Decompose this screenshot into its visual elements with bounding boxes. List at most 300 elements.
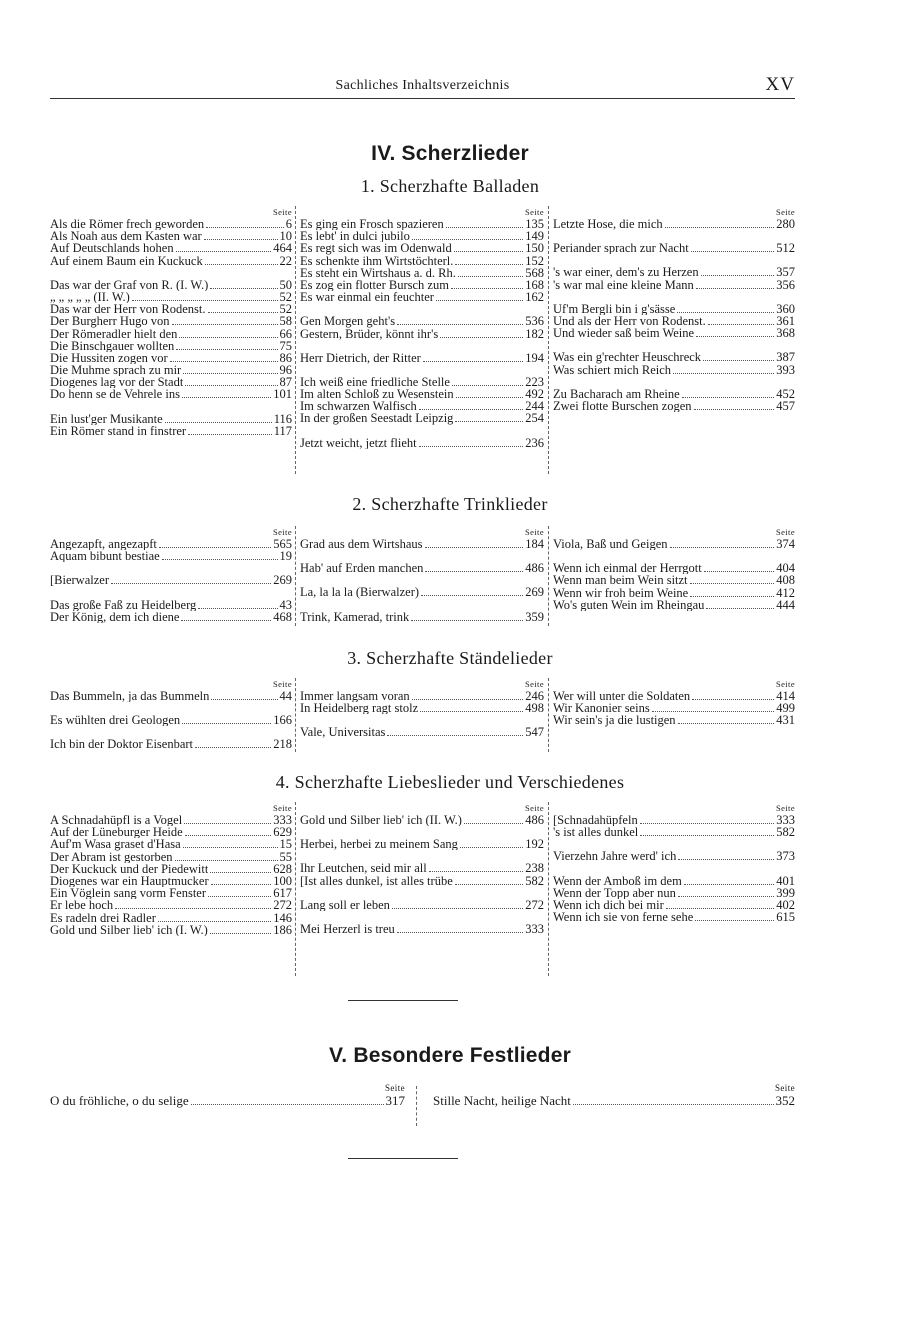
song-title: Wenn der Topp aber nun (553, 886, 676, 899)
leader-dots (181, 620, 271, 621)
leader-dots (665, 227, 775, 228)
song-title: Zu Bacharach am Rheine (553, 387, 680, 400)
page-ref: 536 (525, 314, 544, 329)
leader-dots (425, 571, 523, 572)
page-ref: 582 (776, 825, 795, 840)
seite-label: Seite (776, 679, 795, 689)
song-title: Wenn ich dich bei mir (553, 898, 664, 912)
leader-dots (696, 288, 775, 289)
song-title: 's ist alles dunkel (553, 826, 639, 839)
list-item (50, 413, 292, 425)
leader-dots (170, 361, 278, 362)
list-item (50, 899, 292, 911)
column-divider (548, 526, 549, 626)
list-item (50, 279, 292, 291)
song-title: Herbei, herbei zu meinem Sang (300, 838, 458, 851)
page-ref: 629 (273, 825, 292, 840)
leader-dots (464, 823, 523, 824)
page-ref: 499 (776, 701, 795, 716)
page-ref: 414 (776, 689, 795, 703)
list-item (300, 562, 544, 574)
page-ref: 582 (525, 873, 544, 888)
seite-label: Seite (385, 1083, 405, 1093)
song-title: Wer will unter die Soldaten (553, 690, 691, 703)
leader-dots (436, 300, 523, 301)
list-item (50, 291, 292, 303)
list-item (553, 702, 795, 714)
song-title: Gestern, Brüder, könnt ihr's (300, 327, 439, 340)
leader-dots (420, 711, 523, 712)
leader-dots (460, 847, 523, 848)
page-ref: 628 (273, 861, 292, 876)
song-title: Wenn man beim Wein sitzt (553, 574, 688, 587)
page-ref: 50 (279, 277, 292, 292)
list-item (50, 690, 292, 702)
song-title: Es regt sich was im Odenwald (300, 242, 452, 255)
song-title: 's war einer, dem's zu Herzen (553, 266, 699, 279)
list-item (553, 875, 795, 887)
song-title: Es lebt' in dulci jubilo (300, 230, 410, 243)
part-title-iv: IV. Scherzlieder (371, 142, 529, 165)
section-trinklieder (50, 526, 795, 626)
list-item (553, 899, 795, 911)
column-divider (295, 802, 296, 976)
section-title-staendelieder: 3. Scherzhafte Ständelieder (347, 648, 553, 668)
list-item (553, 315, 795, 327)
page-ref: 66 (279, 326, 292, 341)
leader-dots (411, 620, 523, 621)
page-number: XV (765, 74, 795, 95)
song-title: Es war einmal ein feuchter (300, 291, 434, 304)
page-ref: 431 (776, 713, 795, 728)
song-title: [Bierwalzer (50, 574, 109, 587)
page-ref: 58 (279, 314, 292, 329)
page-ref: 333 (273, 813, 292, 827)
page-ref: 333 (525, 921, 544, 936)
song-title: Vale, Universitas (300, 726, 386, 739)
leader-dots (573, 1104, 774, 1105)
list-item (300, 255, 544, 267)
section-staendelieder (50, 678, 795, 752)
song-title: Der Burgherr Hugo von (50, 315, 170, 328)
index-column (300, 802, 544, 935)
page-ref: 393 (776, 362, 795, 377)
list-item (300, 267, 544, 279)
list-item (300, 875, 544, 887)
leader-dots (111, 583, 271, 584)
list-item (300, 862, 544, 874)
page-ref: 236 (525, 435, 544, 450)
song-title: Es steht ein Wirtshaus a. d. Rh. (300, 266, 456, 279)
song-title: Do henn se de Vehrele ins (50, 388, 180, 401)
list-item (553, 327, 795, 339)
leader-dots (412, 699, 524, 700)
list-item (300, 352, 544, 364)
list-item (300, 923, 544, 935)
page-ref: 152 (525, 253, 544, 268)
index-column (50, 206, 292, 437)
song-title: Diogenes lag vor der Stadt (50, 376, 184, 389)
leader-dots (701, 275, 775, 276)
leader-dots (684, 884, 774, 885)
leader-dots (673, 373, 774, 374)
list-item (300, 291, 544, 303)
leader-dots (690, 583, 775, 584)
song-title: Was schiert mich Reich (553, 363, 672, 376)
index-column (50, 526, 292, 623)
seite-label: Seite (273, 679, 292, 689)
page-ref: 568 (525, 265, 544, 280)
song-title: Jetzt weicht, jetzt flieht (300, 436, 417, 449)
song-title: Das Bummeln, ja das Bummeln (50, 690, 210, 703)
section-title-balladen: 1. Scherzhafte Balladen (360, 176, 540, 196)
leader-dots (421, 595, 523, 596)
leader-dots (451, 288, 523, 289)
list-item (50, 714, 292, 726)
page-ref: 244 (525, 399, 544, 414)
song-title: Lang soll er leben (300, 898, 390, 911)
song-title: Angezapft, angezapft (50, 538, 157, 551)
page-ref: 359 (525, 609, 544, 624)
page-ref: 272 (273, 898, 292, 913)
song-title: Trink, Kamerad, trink (300, 610, 410, 623)
leader-dots (205, 264, 278, 265)
list-item (50, 738, 292, 750)
page-ref: 486 (525, 813, 544, 827)
song-title: Auf der Lüneburger Heide (50, 826, 183, 839)
list-item (553, 587, 795, 599)
list-item (553, 826, 795, 838)
leader-dots (455, 884, 524, 885)
column-divider (295, 206, 296, 474)
song-title: Was ein g'rechter Heuschreck (553, 351, 702, 364)
list-item (553, 218, 795, 230)
page-ref: 444 (776, 597, 795, 612)
list-item (50, 376, 292, 388)
list-item (50, 574, 292, 586)
list-item (300, 611, 544, 623)
page-ref: 404 (776, 561, 795, 576)
page-ref: 356 (776, 277, 795, 292)
song-title: Das war der Herr von Rodenst. (50, 303, 206, 316)
song-title: Wenn ich sie von ferne sehe (553, 911, 694, 924)
list-item (50, 255, 292, 267)
leader-dots (429, 871, 524, 872)
page-ref: 43 (279, 597, 292, 612)
running-title: Sachliches Inhaltsverzeichnis (335, 78, 510, 93)
list-item (300, 899, 544, 911)
song-title: Das große Faß zu Heidelberg (50, 598, 197, 611)
page-ref: 194 (525, 350, 544, 365)
page-ref: 373 (776, 849, 795, 864)
page-ref: 401 (776, 873, 795, 888)
song-title: Es schenkte ihm Wirtstöchterl. (300, 254, 454, 267)
list-item (553, 850, 795, 862)
song-title: Ihr Leutchen, seid mir all (300, 862, 427, 875)
leader-dots (419, 409, 523, 410)
song-title: Es wühlten drei Geologen (50, 714, 181, 727)
song-title: La, la la la (Bierwalzer) (300, 586, 420, 599)
song-title: Es zog ein flotter Bursch zum (300, 278, 449, 292)
page-ref: 149 (525, 229, 544, 244)
page-ref: 399 (776, 885, 795, 900)
column-divider (295, 526, 296, 626)
song-title: Und als der Herr von Rodenst. (553, 314, 706, 328)
list-item (50, 364, 292, 376)
song-title: Viola, Baß und Geigen (553, 538, 668, 551)
song-title: Es ging ein Frosch spazieren (300, 218, 444, 231)
page-ref: 457 (776, 398, 795, 413)
column-divider (548, 802, 549, 976)
page-ref: 162 (525, 290, 544, 305)
list-item (50, 242, 292, 254)
leader-dots (708, 324, 775, 325)
song-title: O du fröhliche, o du selige (50, 1094, 189, 1108)
list-item (553, 364, 795, 376)
page-ref: 565 (273, 537, 292, 551)
list-item (50, 611, 292, 623)
song-title: Wir sein's ja die lustigen (553, 714, 676, 727)
song-title: Er lebe hoch (50, 899, 114, 912)
leader-dots (176, 251, 272, 252)
song-title: Es radeln drei Radler (50, 911, 156, 924)
leader-dots (704, 571, 775, 572)
index-column (300, 206, 544, 449)
song-title: Der Römeradler hielt den (50, 327, 178, 340)
song-title: Der Abram ist gestorben (50, 850, 173, 863)
song-title: Im schwarzen Walfisch (300, 400, 417, 413)
page-ref: 87 (279, 375, 292, 390)
leader-dots (670, 547, 775, 548)
page-ref: 52 (279, 302, 292, 317)
song-title: Wenn ich einmal der Herrgott (553, 562, 702, 575)
list-item (300, 376, 544, 388)
list-item (50, 875, 292, 887)
song-title: Ich bin der Doktor Eisenbart (50, 738, 194, 751)
page-ref: 166 (273, 713, 292, 728)
leader-dots (455, 421, 523, 422)
list-item (553, 388, 795, 400)
list-item (300, 279, 544, 291)
song-title: Auf'm Wasa graset d'Hasa (50, 838, 181, 851)
song-title: Immer langsam voran (300, 690, 410, 703)
leader-dots (182, 397, 271, 398)
leader-dots (455, 264, 523, 265)
list-item (50, 303, 292, 315)
list-item (50, 315, 292, 327)
list-item (300, 230, 544, 242)
song-title: Wir Kanonier seins (553, 702, 650, 715)
page-ref: 280 (776, 217, 795, 231)
leader-dots (677, 312, 774, 313)
leader-dots (211, 884, 272, 885)
leader-dots (183, 847, 278, 848)
leader-dots (165, 422, 272, 423)
page-ref: 55 (279, 849, 292, 864)
page-ref: 408 (776, 573, 795, 588)
leader-dots (703, 360, 774, 361)
list-item (300, 218, 544, 230)
column-divider (295, 678, 296, 752)
section-title-liebeslieder: 4. Scherzhafte Liebeslieder und Verschiedenes (275, 772, 625, 792)
list-item (553, 814, 795, 826)
leader-dots (184, 823, 271, 824)
leader-dots (210, 933, 271, 934)
leader-dots (208, 896, 271, 897)
song-title: Gen Morgen geht's (300, 315, 396, 328)
song-title: [Schnadahüpfeln (553, 814, 638, 827)
list-item (50, 230, 292, 242)
leader-dots (423, 361, 523, 362)
index-column (553, 678, 795, 727)
leader-dots (446, 227, 524, 228)
leader-dots (456, 397, 524, 398)
leader-dots (692, 699, 774, 700)
song-title: Ein Vöglein sang vorm Fenster (50, 887, 206, 900)
festlieder-right-column (433, 1082, 795, 1108)
list-item (553, 266, 795, 278)
list-item (433, 1094, 795, 1108)
list-item (50, 538, 292, 550)
list-item (553, 400, 795, 412)
leader-dots (397, 324, 523, 325)
song-title: Hab' auf Erden manchen (300, 562, 424, 575)
leader-dots (204, 239, 278, 240)
leader-dots (678, 896, 774, 897)
leader-dots (440, 337, 523, 338)
song-title: A Schnadahüpfl is a Vogel (50, 814, 183, 827)
list-item (300, 726, 544, 738)
page-ref: 412 (776, 585, 795, 600)
page-ref: 246 (525, 689, 544, 703)
song-title: Uf'm Bergli bin i g'sässe (553, 302, 676, 315)
leader-dots (696, 336, 774, 337)
song-title: Periander sprach zur Nacht (553, 242, 689, 255)
list-item (50, 550, 292, 562)
page-ref: 218 (273, 737, 292, 752)
list-item (50, 1094, 405, 1108)
leader-dots (176, 349, 277, 350)
song-title: Vierzehn Jahre werd' ich (553, 850, 677, 863)
list-item (553, 538, 795, 550)
song-title: Mei Herzerl is treu (300, 922, 395, 936)
list-item (553, 303, 795, 315)
page-ref: 357 (776, 265, 795, 280)
seite-label: Seite (525, 803, 544, 813)
section-liebeslieder (50, 802, 795, 976)
page-ref: 182 (525, 326, 544, 341)
list-item (50, 352, 292, 364)
leader-dots (706, 608, 774, 609)
index-column (553, 206, 795, 412)
page-ref: 22 (279, 253, 292, 268)
index-column (50, 678, 292, 751)
page-ref: 150 (525, 241, 544, 256)
index-column (300, 678, 544, 739)
leader-dots (425, 547, 524, 548)
leader-dots (162, 559, 278, 560)
page-ref: 368 (776, 326, 795, 341)
list-item (553, 351, 795, 363)
song-title: Zwei flotte Burschen zogen (553, 399, 692, 413)
page-header (50, 74, 795, 100)
song-title: Gold und Silber lieb' ich (I. W.) (50, 923, 208, 936)
leader-dots (175, 860, 278, 861)
page-ref: 468 (273, 609, 292, 624)
seite-label: Seite (776, 803, 795, 813)
leader-dots (195, 747, 271, 748)
leader-dots (185, 385, 277, 386)
seite-label: Seite (525, 207, 544, 217)
page-ref: 86 (279, 350, 292, 365)
page-ref: 117 (273, 423, 292, 438)
list-item (300, 586, 544, 598)
leader-dots (640, 835, 774, 836)
page-ref: 452 (776, 386, 795, 401)
list-item (50, 863, 292, 875)
page-ref: 44 (279, 689, 292, 703)
page-ref: 135 (525, 217, 544, 231)
leader-dots (690, 596, 774, 597)
list-item (553, 911, 795, 923)
leader-dots (132, 300, 278, 301)
song-title: Wenn der Amboß im dem (553, 874, 682, 887)
page-ref: 10 (279, 229, 292, 244)
leader-dots (452, 385, 523, 386)
leader-dots (211, 699, 277, 700)
page-ref: 269 (273, 573, 292, 588)
list-item (553, 562, 795, 574)
list-item (300, 412, 544, 424)
leader-dots (666, 908, 774, 909)
page-ref: 492 (525, 387, 544, 402)
leader-dots (682, 397, 775, 398)
header-rule (50, 98, 795, 99)
list-item (50, 838, 292, 850)
list-item (553, 574, 795, 586)
leader-dots (188, 434, 272, 435)
list-item (553, 242, 795, 254)
page-ref: 100 (273, 873, 292, 888)
song-title: Herr Dietrich, der Ritter (300, 351, 421, 364)
seite-label: Seite (775, 1083, 795, 1093)
list-item (50, 388, 292, 400)
seite-label: Seite (776, 527, 795, 537)
song-title: Ein Römer stand in finstrer (50, 424, 187, 438)
column-divider (548, 206, 549, 474)
leader-dots (387, 735, 523, 736)
page-ref: 238 (525, 861, 544, 876)
leader-dots (412, 239, 523, 240)
leader-dots (419, 446, 524, 447)
song-title: Ich weiß eine friedliche Stelle (300, 375, 450, 389)
index-column (50, 802, 292, 936)
page-ref: 6 (285, 217, 292, 231)
section-title-trinklieder: 2. Scherzhafte Trinklieder (352, 494, 548, 514)
leader-dots (678, 859, 774, 860)
song-title: Als die Römer frech geworden (50, 218, 205, 231)
list-item (50, 328, 292, 340)
list-item (300, 437, 544, 449)
leader-dots (158, 921, 271, 922)
list-item (300, 315, 544, 327)
leader-dots (392, 908, 523, 909)
song-title: Wenn wir froh beim Weine (553, 586, 689, 599)
leader-dots (454, 251, 524, 252)
list-item (300, 388, 544, 400)
leader-dots (185, 835, 272, 836)
section-balladen (50, 206, 795, 474)
